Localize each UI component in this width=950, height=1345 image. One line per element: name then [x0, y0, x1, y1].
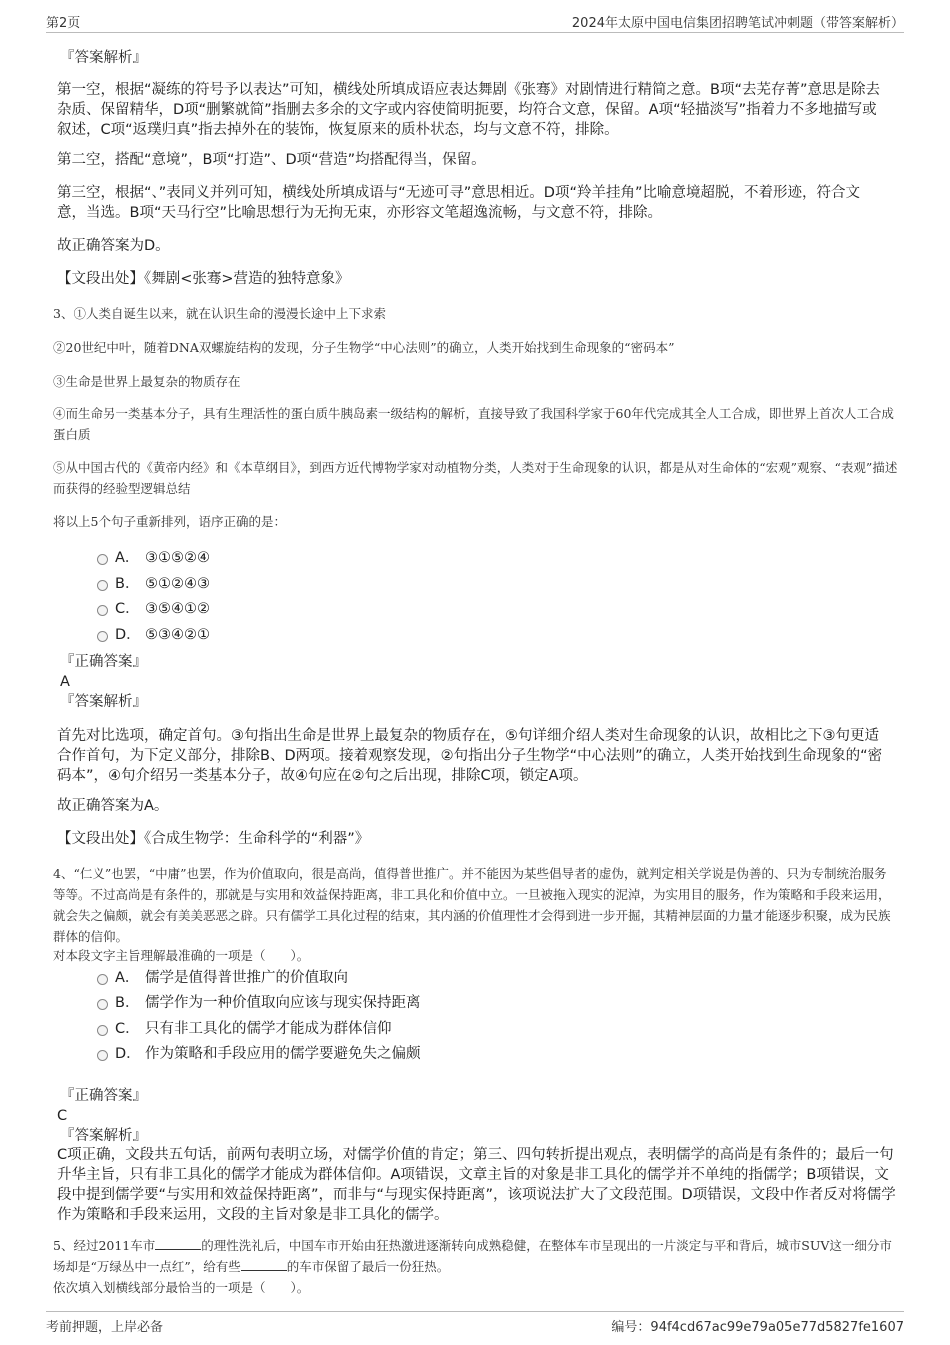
radio-icon[interactable] [97, 605, 108, 616]
page-header [46, 10, 904, 33]
blank-1 [155, 1237, 201, 1250]
q2-analysis-p3: 第三空，根据“、”表同义并列可知，横线处所填成语与“无迹可寻”意思相近。D项“羚羊挂角”比喻意境超脱，不着形迹，符合文意，当选。B项“天马行空”比喻思想行为无拘无束，亦形容文笔超逸流畅，与文意不符，排除。 [57, 185, 860, 221]
document-id: 编号：94f4cd67ac99e79a05e77d5827fe1607 [611, 1320, 904, 1335]
q2-analysis-label: 『答案解析』 [60, 50, 147, 66]
q2-analysis-p1: 第一空，根据“凝练的符号予以表达”可知，横线处所填成语应表达舞剧《张骞》对剧情进行精简之意。B项“去芜存菁”意思是除去杂质、保留精华，D项“删繁就简”指删去多余的文字或内容使简明扼要，均符合文意，保留。A项“轻描淡写”指着力不多地描写或叙述，C项“返璞归真”指去掉外在的装饰，恢复原来的质朴状态，均与文意不符，排除。 [57, 82, 880, 138]
q2-conclusion: 故正确答案为D。 [57, 238, 170, 254]
page-number: 第2页 [46, 16, 81, 31]
q4-answer-label: 『正确答案』 [60, 1088, 147, 1104]
q4-stem: 4、“仁义”也罢，“中庸”也罢，作为价值取向，很是高尚，值得普世推广。并不能因为某些倡导者的虚伪，就判定相关学说是伪善的、只为专制统治服务等等。不过高尚是有条件的，那就是与实用和效益保持距离，非工具化和价值中立。一旦被拖入现实的泥淖，为实用目的服务，作为策略和手段来运用，就会失之偏颇，就会有美美恶恶之辟。只有儒学工具化过程的结束，其内涵的价值理性才会得到进一步开掘，其精神层面的力量才能逐步积聚，成为民族群体的信仰。 [53, 866, 891, 944]
q2-analysis-p2: 第二空，搭配“意境”，B项“打造”、D项“营造”均搭配得当，保留。 [57, 152, 486, 168]
q3-source: 【文段出处】《合成生物学：生命科学的“利器”》 [57, 831, 370, 847]
q3-analysis: 首先对比选项，确定首句。③句指出生命是世界上最复杂的物质存在，⑤句详细介绍人类对生命现象的认识，故相比之下③句更适合作首句，为下定义部分，排除B、D两项。接着观察发现，②句指出分子生物学“中心法则”的确立，人类开始找到生命现象的“密码本”，④句介绍另一类基本分子，故④句应在②句之后出现，排除C项，锁定A项。 [57, 728, 883, 784]
document-title: 2024年太原中国电信集团招聘笔试冲刺题（带答案解析） [571, 16, 904, 31]
q3-conclusion: 故正确答案为A。 [57, 798, 169, 814]
q3-answer-label: 『正确答案』 [60, 654, 147, 670]
radio-icon[interactable] [97, 974, 108, 985]
radio-icon[interactable] [97, 554, 108, 565]
footer-slogan: 考前押题，上岸必备 [46, 1320, 164, 1335]
q3-sentence-2: ②20世纪中叶，随着DNA双螺旋结构的发现，分子生物学“中心法则”的确立，人类开始找到生命现象的“密码本” [53, 340, 675, 355]
q3-answer: A [60, 674, 70, 690]
q5-stem: 5、经过2011车市 的理性洗礼后，中国车市开始由狂热激进逐渐转向成熟稳健，在整体车市呈现出的一片淡定与平和背后，城市SUV这一细分市场却是“万绿丛中一点红”，给有些 的车市保留了最后一份狂热。 [53, 1238, 892, 1274]
blank-2 [241, 1258, 287, 1271]
q3-analysis-label: 『答案解析』 [60, 694, 147, 710]
q2-source: 【文段出处】《舞剧<张骞>营造的独特意象》 [57, 271, 350, 287]
q3-sentence-5: ⑤从中国古代的《黄帝内经》和《本草纲目》，到西方近代博物学家对动植物分类，人类对于生命现象的认识，都是从对生命体的“宏观”观察、“表观”描述而获得的经验型逻辑总结 [53, 460, 898, 496]
q3-stem: 将以上5个句子重新排列，语序正确的是： [53, 514, 286, 529]
q5-question: 依次填入划横线部分最恰当的一项是（ ）。 [53, 1280, 310, 1295]
radio-icon[interactable] [97, 999, 108, 1010]
q4-answer: C [57, 1108, 68, 1124]
q3-sentence-4: ④而生命另一类基本分子，具有生理活性的蛋白质牛胰岛素一级结构的解析，直接导致了我国科学家于60年代完成其全人工合成，即世界上首次人工合成蛋白质 [53, 406, 894, 442]
q4-analysis: C项正确，文段共五句话，前两句表明立场，对儒学价值的肯定；第三、四句转折提出观点，表明儒学的高尚是有条件的；最后一句升华主旨，只有非工具化的儒学才能成为群体信仰。A项错误，文章主旨的对象是非工具化的儒学并不单纯的指儒学；B项错误，文段中提到儒学要“与实用和效益保持距离”，而非与“与现实保持距离”，该项说法扩大了文段范围。D项错误，文段中作者反对将儒学作为策略和手段来运用，文段的主旨对象是非工具化的儒学。 [57, 1147, 896, 1223]
radio-icon[interactable] [97, 631, 108, 642]
q4-question: 对本段文字主旨理解最准确的一项是（ ）。 [53, 948, 310, 963]
q3-sentence-3: ③生命是世界上最复杂的物质存在 [53, 374, 241, 389]
radio-icon[interactable] [97, 580, 108, 591]
radio-icon[interactable] [97, 1025, 108, 1036]
page-footer [46, 1311, 904, 1336]
radio-icon[interactable] [97, 1050, 108, 1061]
q3-sentence-1: 3、①人类自诞生以来，就在认识生命的漫漫长途中上下求索 [53, 306, 386, 321]
q4-analysis-label: 『答案解析』 [60, 1128, 147, 1144]
